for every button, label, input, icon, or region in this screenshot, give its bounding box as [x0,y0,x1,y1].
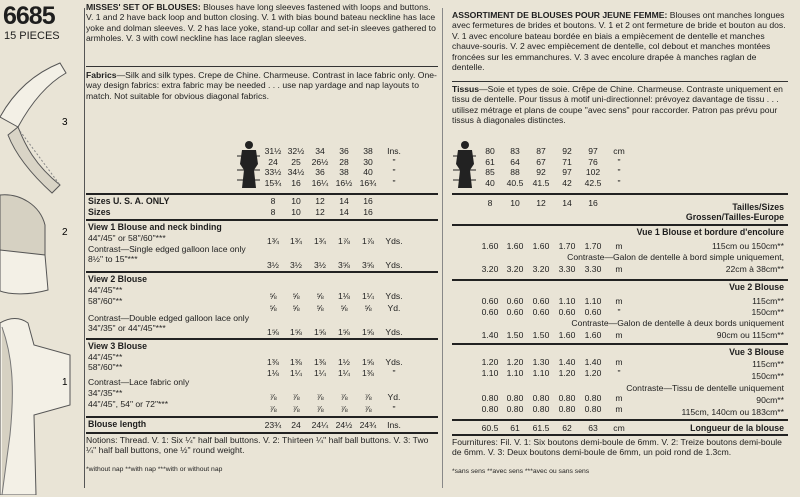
cell: Ins. [387,420,401,430]
cell: 1.10 [481,368,499,378]
fr-v3-c2-values [478,404,632,414]
en-view3-c2: 44"/45", 54" or 72"*** [88,399,169,409]
en-desc-text: Blouses have long sleeves fastened with loops and buttons. V. 1 and 2 have back loop and button closing. V. 1 with bias bound bateau neckline has lace yoke and dolman sleeves. V. 2 has lace yoke, stand-up collar and set-in sleeves gathered to armholes. V. 3 with cowl neckline has lace raglan sleeves. [86,2,436,44]
cell: " [392,156,396,167]
cell: " [617,156,621,167]
cell: ⅞ [292,404,300,414]
fr-v1-contrast: Contraste—Galon de dentelle à bord simple uniquement, [567,252,784,262]
fr-v2-title: Vue 2 Blouse [729,282,784,292]
cell: 97 [588,146,598,156]
fr-v3-b-values [478,368,632,378]
cell: 10 [291,207,301,217]
cell: 1.40 [481,330,499,340]
cell: 1.20 [481,357,499,367]
cell: cm [613,146,625,156]
cell: 40.5 [506,177,524,188]
cell: 38 [339,167,349,177]
cell: 80 [485,146,495,156]
cell: 0.60 [558,307,576,317]
cell: 23¾ [264,420,282,430]
en-view2-f2: 58"/60"** [88,296,123,306]
cell: 1⅛ [338,291,350,301]
cell: Yds. [385,357,403,367]
fr-v2-b-values [478,307,632,317]
cell: 1⅞ [338,236,350,246]
cell: 10 [510,198,520,208]
en-view2-contrast: Contrast—Double edged galloon lace only [88,313,249,323]
en-description [86,2,438,44]
en-sizes-values [262,196,380,218]
cell: 1¼ [338,368,350,378]
cell: 63 [588,423,598,433]
cell: 38 [363,146,373,156]
cell: 0.60 [532,307,550,317]
cell: m [615,241,623,251]
en-title: MISSES' SET OF BLOUSES: [86,2,201,12]
cell: ⅞ [340,392,348,402]
cell: 1⅝ [362,357,374,367]
cell: m [615,393,623,403]
cell: 0.80 [558,393,576,403]
cell: 88 [510,167,520,177]
en-view3-c1-values [262,392,408,402]
cell: 0.60 [506,296,524,306]
cell: ⅝ [316,303,324,313]
cell: 83 [510,146,520,156]
en-rule-notions [86,432,438,434]
fr-measurements [478,146,632,188]
cell: 1.30 [532,357,550,367]
cell: 33½ [264,167,282,177]
cell: 1.60 [481,241,499,251]
cell: " [392,368,396,378]
cell: 14 [339,196,349,206]
cell: 1⅜ [362,368,374,378]
cell: 64 [510,156,520,167]
cell: 40 [485,177,495,188]
cell: 34½ [287,167,305,177]
cell: 36 [315,167,325,177]
cell: 1¼ [290,368,302,378]
cell: 34 [315,146,325,156]
cell: 92 [562,146,572,156]
cell: 1.20 [506,357,524,367]
cell: 14 [339,207,349,217]
cell: 14 [562,198,572,208]
en-view1-fabric: 44"/45" or 58"/60"*** [88,233,166,243]
cell: 1.50 [506,330,524,340]
cell: 1.10 [584,296,602,306]
cell: 1⅝ [267,327,279,337]
cell: 24 [268,156,278,167]
cell: " [617,307,621,317]
fr-title: ASSORTIMENT DE BLOUSES POUR JEUNE FEMME: [452,10,668,20]
en-view2-f1-values [262,291,408,301]
fr-sizes-values [478,198,606,208]
cell: ⅝ [269,291,277,301]
cell: " [617,167,621,177]
cell: 1.40 [584,357,602,367]
cell: 16¾ [359,177,377,188]
cell: 97 [562,167,572,177]
pattern-number: 6685 [3,2,55,30]
cell: 16¼ [311,177,329,188]
fr-v3-c2-width: 115cm, 140cm ou 183cm** [681,407,784,417]
cell: 16 [363,207,373,217]
cell: 40 [363,167,373,177]
fr-v3-a-width: 115cm** [752,359,784,369]
en-view2-f1: 44"/45"** [88,285,123,295]
fr-tissus-label: Tissus [452,84,480,94]
cell: ⅞ [269,392,277,402]
cell: 0.80 [481,393,499,403]
fr-sizes-label: Tailles/Sizes [732,202,784,212]
cell: ⅞ [269,404,277,414]
cell: ⅞ [340,404,348,414]
cell: 85 [485,167,495,177]
cell: 16½ [335,177,353,188]
cell: 0.60 [481,296,499,306]
view3-number: 3 [62,117,68,128]
fr-length-label: Longueur de la blouse [690,423,784,433]
fr-v3-c1-width: 90cm** [756,395,784,405]
cell: 0.80 [584,393,602,403]
en-view3-f2-values [262,368,408,378]
en-view3-c2-values [262,404,408,414]
cell: 1½ [338,357,350,367]
fr-v3-contrast: Contraste—Tissu de dentelle uniquement [626,383,784,393]
cell: 3.20 [506,264,524,274]
en-view1-values [262,236,408,246]
cell: 8 [270,196,276,206]
fr-rule-sizes-top [452,193,788,195]
en-blouse-length-label: Blouse length [88,419,147,429]
cell: 1.60 [558,330,576,340]
fr-v1-contrast-values [478,264,632,274]
cell: 0.80 [584,404,602,414]
en-view2-title: View 2 Blouse [88,274,147,284]
cell: 0.60 [584,307,602,317]
fr-fournitures-text: Fournitures: Fil. V. 1: Six boutons demi-boule de 6mm. V. 2: Treize boutons demi-boule de 6mm. V. 3: Deux boutons demi-boule de 6mm, un poid rond de 1.3cm. [452,437,782,458]
cell: 0.80 [532,393,550,403]
fr-footnote: *sans sens **avec sens ***avec ou sans sens [452,468,590,475]
view1-sketch [0,319,70,496]
en-footnote: *without nap **with nap ***with or without nap [86,466,223,473]
en-notions-text: Notions: Thread. V. 1: Six ¼" half ball buttons. V. 2: Thirteen ¼" half ball buttons. V. 3: Two ¼" half ball buttons, one ½" round weight. [86,435,429,456]
cell: 8 [270,207,276,217]
cell: 1.20 [584,368,602,378]
cell: 31½ [264,146,282,156]
fr-v2-b-width: 150cm** [751,307,784,317]
cell: 3.30 [558,264,576,274]
cell: m [615,357,623,367]
cell: " [392,167,396,177]
cell: 1¾ [267,236,279,246]
cell: 1⅝ [290,327,302,337]
cell: m [615,330,623,340]
fr-rule-1 [452,81,788,82]
cell: 1⅜ [267,357,279,367]
cell: 1.10 [532,368,550,378]
cell: 71 [562,156,572,167]
en-fabrics-label: Fabrics [86,70,117,80]
cell: 1.60 [506,241,524,251]
cell: 1.70 [584,241,602,251]
fr-tissus [452,84,788,126]
cell: 0.80 [506,393,524,403]
center-divider [442,8,443,488]
cell: ⅞ [364,404,372,414]
cell: 3.20 [481,264,499,274]
cell: m [615,404,623,414]
left-divider [84,8,85,488]
cell: 24½ [335,420,353,430]
fr-v3-b-width: 150cm** [751,371,784,381]
fr-tissus-text: —Soie et types de soie. Crêpe de Chine. Charmeuse. Contraste uniquement en tissu de dentelle. Pour tissus à motif uni-directionnel: prévoyez davantage de tissu . . . utilisez métrage et plans de coupe "avec sens" pour raccorder. Patron pas prévu pour tissus à diagonales distinctes. [452,84,783,126]
en-view2-contrast-width: 34"/35" or 44"/45"*** [88,323,166,333]
cell: 87 [536,146,546,156]
fr-v1-title: Vue 1 Blouse et bordure d'encolure [636,227,784,237]
cell: 1⅝ [314,327,326,337]
en-rule-length [86,416,438,418]
view2-sketch [0,195,48,294]
fr-rule-v2 [452,279,788,281]
cell: 24¾ [359,420,377,430]
cell: 1⅜ [314,357,326,367]
cell: " [392,404,396,414]
en-sizes-usa-label: Sizes U. S. A. ONLY [88,196,170,206]
cell: 1.10 [558,296,576,306]
en-blouse-length-values [262,420,408,430]
cell: 8 [487,198,493,208]
cell: 1.60 [584,330,602,340]
fr-v1-values [478,241,632,251]
cell: 42 [562,177,572,188]
fr-fournitures [452,437,788,458]
cell: 0.60 [481,307,499,317]
cell: 16 [363,196,373,206]
cell: 1⅛ [267,368,279,378]
cell: 28 [339,156,349,167]
cell: 16 [291,177,301,188]
cell: 0.60 [506,307,524,317]
fr-v2-contrast: Contraste—Galon de dentelle à deux bords uniquement [571,318,784,328]
cell: 0.80 [506,404,524,414]
cell: 62 [562,423,572,433]
cell: " [617,368,621,378]
cell: Yd. [387,303,401,313]
view1-number: 1 [62,377,68,388]
cell: 1¼ [362,291,374,301]
cell: 12 [315,196,325,206]
en-view3-f2: 58"/60"** [88,362,123,372]
cell: 1.40 [558,357,576,367]
fr-v3-c1-values [478,393,632,403]
cell: 0.60 [532,296,550,306]
cell: ⅝ [340,303,348,313]
en-view3-contrast: Contrast—Lace fabric only [88,377,190,387]
cell: Ins. [387,146,401,156]
cell: 41.5 [532,177,550,188]
body-measurement-icon-fr [452,140,476,192]
cell: 60.5 [481,423,499,433]
fr-rule-v1 [452,224,788,226]
cell: ⅞ [316,404,324,414]
cell: 1.50 [532,330,550,340]
en-view3-f1: 44"/45"** [88,352,123,362]
cell: cm [613,423,625,433]
en-view1-title: View 1 Blouse and neck binding [88,222,222,232]
en-fabrics [86,70,438,101]
cell: 12 [315,207,325,217]
cell: Yd. [387,392,401,402]
cell: ⅞ [316,392,324,402]
cell: 3½ [314,260,326,270]
cell: 32½ [287,146,305,156]
en-view3-f1-values [262,357,408,367]
cell: 61.5 [532,423,550,433]
fr-description [452,10,788,72]
view2-number: 2 [62,227,68,238]
en-view2-f2-values [262,303,408,313]
fr-v2-a-values [478,296,632,306]
en-rule-1 [86,66,438,67]
garment-sketches [0,55,75,495]
cell: 0.80 [481,404,499,414]
cell: ⅝ [316,291,324,301]
cell: 0.80 [532,404,550,414]
fr-v1-contrast-width: 22cm à 38cm** [725,264,784,274]
en-view1-contrast-width: 8½" to 15"*** [88,254,138,264]
cell: 3⅝ [362,260,374,270]
en-sizes-label: Sizes [88,207,111,217]
en-view1-contrast: Contrast—Single edged galloon lace only [88,244,246,254]
fr-rule-length [452,419,788,421]
cell: 102 [585,167,601,177]
cell: ⅞ [364,392,372,402]
cell: 10 [291,196,301,206]
cell: 1⅝ [338,327,350,337]
en-fabrics-text: —Silk and silk types. Crepe de Chine. Charmeuse. Contrast in lace fabric only. One-way design fabrics: extra fabric may be needed . . . use nap yardage and nap layouts to match. Not suitable for obvious diagonal fabrics. [86,70,437,101]
cell: 12 [536,198,546,208]
cell: " [617,177,621,188]
cell: 16 [588,198,598,208]
cell: Yds. [385,327,403,337]
cell: 1⅝ [362,327,374,337]
cell: ⅝ [269,303,277,313]
fr-sizes-label-europe: Grossen/Tailles-Europe [685,212,784,222]
fr-v2-contrast-values [478,330,632,340]
cell: Yds. [385,291,403,301]
en-notions [86,435,438,456]
en-view2-contrast-values [262,327,408,337]
cell: 3.30 [584,264,602,274]
view3-sketch [0,63,66,193]
cell: 42.5 [584,177,602,188]
cell: 25 [291,156,301,167]
fr-v1-width: 115cm ou 150cm** [712,241,784,251]
en-view1-contrast-values [262,260,408,270]
cell: 30 [363,156,373,167]
en-rule-view3 [86,338,438,340]
en-measurements [262,146,408,188]
pieces-count: 15 PIECES [4,30,60,42]
cell: 1.60 [532,241,550,251]
en-rule-view1 [86,219,438,221]
cell: 67 [536,156,546,167]
cell: 1¼ [314,368,326,378]
en-rule-view2 [86,271,438,273]
cell: m [615,296,623,306]
fr-rule-v3 [452,343,788,345]
en-view3-title: View 3 Blouse [88,341,147,351]
fr-length-values [478,423,632,433]
cell: 1⅜ [290,357,302,367]
cell: 1.10 [506,368,524,378]
cell: 92 [536,167,546,177]
cell: ⅞ [292,392,300,402]
cell: 1.70 [558,241,576,251]
cell: 0.80 [558,404,576,414]
cell: m [615,264,623,274]
fr-v3-title: Vue 3 Blouse [729,347,784,357]
cell: ⅝ [364,303,372,313]
cell: Yds. [385,236,403,246]
cell: 61 [510,423,520,433]
cell: ⅝ [292,291,300,301]
cell: 1.20 [558,368,576,378]
en-view3-c1: 34"/35"** [88,388,123,398]
fr-v3-a-values [478,357,632,367]
cell: 76 [588,156,598,167]
cell: 24¼ [311,420,329,430]
fr-rule-fournitures [452,434,788,436]
cell: 1⅞ [362,236,374,246]
cell: Yds. [385,260,403,270]
cell: 26½ [311,156,329,167]
fr-v2-a-width: 115cm** [752,296,784,306]
cell: 3⅝ [338,260,350,270]
cell: 36 [339,146,349,156]
cell: 61 [485,156,495,167]
cell: ⅝ [292,303,300,313]
fr-desc-text: Blouses ont manches longues avec fermetures de brides et boutons. V. 1 et 2 ont fermeture de bride et bouton au dos. V. 1 avec encolure bateau bordée en biais a empiècement de dentelle et manches chauve-souris. V. 2 avec empiècement de dentelle, col debout et manches montées froncées sur les emmanchures. V. 3 avec encolure drapée à manches raglan de dentelle. [452,10,786,73]
cell: 15¾ [264,177,282,188]
cell: 3½ [267,260,279,270]
cell: 3½ [290,260,302,270]
cell: 3.20 [532,264,550,274]
cell: 24 [291,420,301,430]
cell: 1¾ [290,236,302,246]
cell: 1¾ [314,236,326,246]
body-measurement-icon [236,140,260,192]
en-rule-sizes-top [86,193,438,195]
fr-v2-contrast-width: 90cm ou 115cm** [716,330,784,340]
cell: " [392,177,396,188]
